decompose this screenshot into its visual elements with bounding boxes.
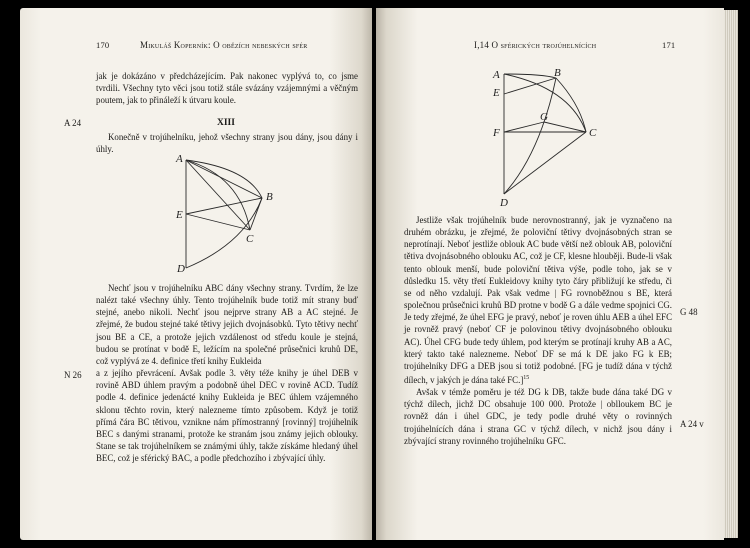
- left-page-number: 170: [96, 40, 110, 50]
- line-EB: [186, 198, 262, 214]
- label-D: D: [177, 263, 185, 275]
- line-AC-chord: [186, 160, 250, 230]
- label-B: B: [266, 191, 273, 203]
- label-G: G: [540, 111, 548, 123]
- section-intro-paragraph: Konečně v trojúhelníku, jehož všechny strany jsou dány, jsou dány i úhly.: [96, 132, 358, 155]
- line-BC: [250, 198, 262, 230]
- label-A: A: [493, 69, 500, 81]
- right-body-paragraph-2: [404, 386, 672, 447]
- right-margin-note-g48: G 48: [680, 307, 698, 317]
- label-C: C: [246, 233, 254, 245]
- right-page-number: 171: [662, 40, 676, 50]
- left-diagram: [176, 154, 276, 274]
- right-margin-note-a24v: A 24 v: [680, 419, 704, 429]
- label-B: B: [554, 67, 561, 79]
- arc-BC: [556, 78, 586, 132]
- line-FG: [504, 122, 544, 132]
- arc-AC: [504, 74, 586, 132]
- section-intro-text: [96, 131, 358, 155]
- left-intro-text: [96, 70, 358, 106]
- right-body-text: [404, 214, 672, 447]
- left-margin-note-a24: A 24: [64, 118, 82, 128]
- intro-paragraph: jak je dokázáno v předcházejícím. Pak nakonec vyplývá to, co jsme tvrdili. Všechny tyto věci jsou totiž stále svázány vzájemnými a věčným poutem, jak to přináleží k útvaru koule.: [96, 71, 358, 106]
- label-E: E: [176, 209, 183, 221]
- left-running-head: Mikuláš Koperník: O obězích nebeských sfér: [140, 40, 308, 50]
- right-body-text-3: Avšak v témže poměru je též DG k DB, takže bude dána také DG v týchž dílech, jichž DC obsahuje 100 000. Protože | oblloukem BC: [404, 387, 672, 410]
- right-body-text-1: Jestliže však trojúhelník bude nerovnostranný, jak je vyznačeno na druhém obrázku, je zřejmé, že poloviční tětivy dvojnásobných stran se neprotínají. Neboť jestliže oblouk AC bude větší než oblouk AB, poloviční tětiva dvojnásobného oblouku AC, což je CF, klesne hlouběji. Bude-li však tento oblouk menší, bude poloviční tětiva výše, podle toho, jak se v důsledku 15. věty třetí Eukleidovy knihy tyto čáry přibližují ke středu, či se od něho vzdalují. Pak však vedme | FG rovnoběžnou s BE, která společnou průsečnici kruhů BD: [404, 215, 672, 311]
- line-EC: [186, 214, 250, 230]
- line-AB-chord: [186, 160, 262, 198]
- line-GC: [544, 122, 586, 132]
- label-C: C: [589, 127, 597, 139]
- right-running-head: I,14 O sférických trojúhelnících: [474, 40, 597, 50]
- right-body-text-2: protne v bodě G a dále vedme spojnici CG. Je tedy zřejmé, že úhel EFG je pravý, neboť je roven úhlu AEB a úhel EFC je rovněž pravý (neboť CF je polovinou tětivy dvojnásobného oblouku AC). Úhel CFG bude tedy úhlem, pod kterým se protínají kruhy AB a AC, který takto také nalezneme. Neboť DF se má k DE jako FG k EB; trojúhelníky DFG a DEB jsou si totiž podobné. [FG je tudíž dána v týchž dílech, v jakých je dána také FC.]: [404, 300, 672, 385]
- right-body-paragraph-1: [404, 214, 672, 386]
- label-F: F: [493, 127, 500, 139]
- line-DC: [504, 132, 586, 194]
- left-margin-note-n26: N 26: [64, 370, 82, 380]
- arc-DB: [504, 78, 556, 194]
- right-diagram: [490, 64, 600, 209]
- footnote-ref: 15: [523, 375, 530, 382]
- right-body-text-4: je rovněž dán i úhel GDC, je tedy podle druhé věty o rovinných trojúhelnících dána i strana GC v týchž dílech, v nichž jsou dány i zbývající strany rovinného trojúhelníku GFC.: [404, 399, 672, 446]
- body-paragraph-1: Nechť jsou v trojúhelníku ABC dány všechny strany. Tvrdím, že lze nalézt také všechny úhly. Tento trojúhelník bude totiž mít strany buď stejné, anebo nikoli. Nechť jsou nejprve strany AB a AC stejné. Je zřejmé, že budou stejné také tětivy jejich dvojnásobků. Tyto tětivy nechť jsou BE a CE, a protože jejich vzdálenost od středu koule je stejná, budou se protínat v bodě E, ležícím na společné průsečnici kruhů DE, což vyplývá ze 4. definice třetí knihy Eukleida: [96, 283, 358, 366]
- label-D: D: [500, 197, 508, 209]
- page-edges: [724, 10, 738, 538]
- left-body-text: [96, 282, 358, 464]
- section-heading: XIII: [217, 118, 235, 128]
- body-paragraph-2: a z jejího převrácení. Avšak podle 3. věty téže knihy je úhel DEB v rovině ABD úhlem pravým a podobně úhel DEC v rovině ACD. Tudíž podle 4. definice jedenácté knihy Eukleida je BEC úhlem vzájemného sklonu těchto rovin, který nalezneme tímto způsobem. Když je totiž přímá čára BC tětivou, vznikne nám přímostranný [rovinný] trojúhelník BEC s danými stranami, protože ke stranám jsou známy jejich oblouky. Stane se tak trojúhelníkem se známými úhly, takže získáme hledaný úhel BEC, což je sférický BAC, a podle předchozího i zbývající úhly.: [96, 368, 358, 464]
- label-E: E: [493, 87, 500, 99]
- line-EB: [504, 78, 556, 94]
- label-A: A: [176, 153, 183, 165]
